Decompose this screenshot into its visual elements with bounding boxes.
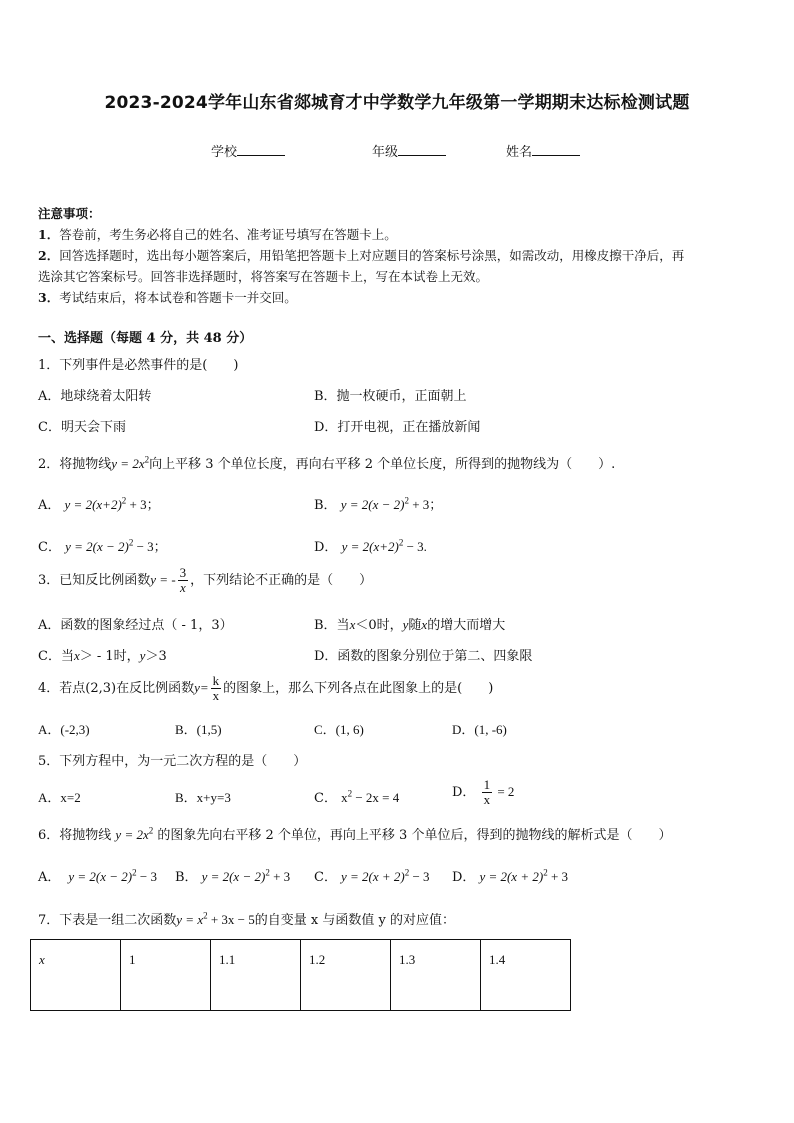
q4-numerator: k xyxy=(212,673,220,688)
q6-exponent: 2 xyxy=(148,825,154,836)
table-cell: x xyxy=(31,940,121,1011)
q6-d-label: D． xyxy=(452,870,476,885)
note-2 xyxy=(38,245,758,266)
q6-a-exp: 2 xyxy=(132,867,137,878)
q6-b-label: B． xyxy=(175,870,198,885)
q3-b-tail: 的增大而增大 xyxy=(427,618,506,633)
q7-stem xyxy=(38,909,455,928)
note-3 xyxy=(38,287,758,308)
q4-denominator: x xyxy=(212,688,220,703)
note-1-number: 1． xyxy=(38,227,60,242)
notes-block xyxy=(38,203,758,308)
q6-function: y = 2x xyxy=(115,827,149,842)
note-2-cont: 选涂其它答案标号。回答非选择题时，将答案写在答题卡上，写在本试卷上无效。 xyxy=(38,269,489,284)
q5-c-tail: − 2x = 4 xyxy=(352,790,400,805)
q3-function: y = - xyxy=(150,572,176,587)
q1-option-a: A．地球绕着太阳转 xyxy=(38,389,152,404)
q6-d-exp: 2 xyxy=(543,867,548,878)
q6-option-d xyxy=(452,866,568,885)
school-blank xyxy=(237,144,285,156)
q3-stem xyxy=(38,566,372,595)
q5-c-label: C． xyxy=(314,791,337,806)
q7-exponent: 2 xyxy=(203,910,208,921)
q2-stem-post: 向上平移 3 个单位长度，再向右平移 2 个单位长度，所得到的抛物线为（ ）. xyxy=(149,457,616,472)
q5-option-b: B．x+y=3 xyxy=(175,790,231,805)
q2-a-expr: y = 2(x+2) xyxy=(64,497,122,512)
q2-a-tail: + 3； xyxy=(126,497,160,512)
q2-exponent: 2 xyxy=(144,454,150,465)
q3-numerator: 3 xyxy=(179,565,187,580)
q6-c-exp: 2 xyxy=(404,867,410,878)
q6-b-exp: 2 xyxy=(265,867,270,878)
q6-a-expr: y = 2(x − 2) xyxy=(68,869,133,884)
name-label: 姓名 xyxy=(506,145,533,160)
q7-function: y = x xyxy=(176,912,204,927)
q6-option-a xyxy=(38,866,157,885)
table-row xyxy=(31,940,571,1011)
q7-function-tail: + 3x − 5 xyxy=(207,912,255,927)
grade-label: 年级 xyxy=(372,145,399,160)
q6-d-expr: y = 2(x + 2) xyxy=(479,869,544,884)
q6-d-tail: + 3 xyxy=(547,869,569,884)
q4-function: y= xyxy=(194,680,209,695)
name-field xyxy=(506,141,580,160)
q6-b-tail: + 3 xyxy=(269,869,291,884)
q4-option-b: B．(1,5) xyxy=(175,722,222,737)
q6-stem xyxy=(38,824,671,843)
q2-d-label: D． xyxy=(314,540,338,555)
q3-c-tail: ＞3 xyxy=(145,649,167,664)
q5-d-label: D． xyxy=(452,785,476,800)
note-1-text: 答卷前，考生务必将自己的姓名、准考证号填写在答题卡上。 xyxy=(59,227,397,242)
note-3-text: 考试结束后，将本试卷和答题卡一并交回。 xyxy=(59,290,297,305)
q3-option-b xyxy=(314,614,505,633)
q2-c-tail: − 3； xyxy=(133,539,167,554)
q3-option-c xyxy=(38,645,167,664)
q4-stem xyxy=(38,674,493,703)
notes-heading: 注意事项： xyxy=(38,206,101,221)
school-label: 学校 xyxy=(211,145,238,160)
section-heading: 一、选择题（每题 4 分，共 48 分） xyxy=(38,331,253,346)
q3-c-mid: ＞ - 1时， xyxy=(79,649,140,664)
q5-option-d xyxy=(452,778,514,807)
q2-stem xyxy=(38,453,615,472)
note-3-number: 3． xyxy=(38,290,60,305)
q1-stem: 1．下列事件是必然事件的是( ) xyxy=(38,358,239,373)
q1-option-c: C．明天会下雨 xyxy=(38,420,126,435)
q4-stem-pre: 4．若点(2,3)在反比例函数 xyxy=(38,681,195,696)
q2-c-label: C． xyxy=(38,540,61,555)
q2-a-label: A． xyxy=(38,498,61,513)
q3-denominator: x xyxy=(180,580,186,595)
q2-d-tail: − 3. xyxy=(403,539,427,554)
q2-option-a xyxy=(38,494,160,513)
q6-b-expr: y = 2(x − 2) xyxy=(201,869,266,884)
q1-option-b: B．抛一枚硬币，正面朝上 xyxy=(314,389,467,404)
q5-d-numerator: 1 xyxy=(483,777,491,792)
q6-option-b xyxy=(175,866,290,885)
q3-c-y: y xyxy=(139,648,146,663)
q2-c-expr: y = 2(x − 2) xyxy=(65,539,129,554)
table-cell: 1.2 xyxy=(301,940,391,1011)
q3-fraction xyxy=(178,566,189,595)
q3-option-d: D．函数的图象分别位于第二、四象限 xyxy=(314,649,533,664)
q3-b-with: 随 xyxy=(408,618,422,633)
q3-c-pre: C．当 xyxy=(38,649,74,664)
q3-b-x: x xyxy=(349,617,356,632)
q6-a-tail: − 3 xyxy=(136,869,157,884)
q2-d-exp: 2 xyxy=(398,537,404,548)
table-cell: 1.3 xyxy=(391,940,481,1011)
page-title: 2023-2024学年山东省郯城育才中学数学九年级第一学期期末达标检测试题 xyxy=(104,93,690,113)
q2-function: y = 2x xyxy=(111,456,145,471)
q5-d-fraction xyxy=(482,778,493,807)
q3-option-a: A．函数的图象经过点（ - 1，3） xyxy=(38,618,233,633)
q5-d-tail: = 2 xyxy=(494,784,515,799)
q2-b-exp: 2 xyxy=(404,495,409,506)
q3-b-x2: x xyxy=(421,617,428,632)
q4-option-d: D．(1, -6) xyxy=(452,722,507,737)
q2-stem-pre: 2．将抛物线 xyxy=(38,457,112,472)
q5-c-exp: 2 xyxy=(347,788,353,799)
table-cell: 1.1 xyxy=(211,940,301,1011)
note-1 xyxy=(38,224,758,245)
q7-stem-pre: 7．下表是一组二次函数 xyxy=(38,913,177,928)
q2-a-exp: 2 xyxy=(121,495,127,506)
school-field xyxy=(211,141,285,160)
q4-option-c: C．(1, 6) xyxy=(314,722,364,737)
q3-stem-pre: 3．已知反比例函数 xyxy=(38,573,151,588)
grade-blank xyxy=(398,144,446,156)
q5-option-c xyxy=(314,787,399,806)
q2-option-b xyxy=(314,494,442,513)
q2-option-c xyxy=(38,536,167,555)
name-blank xyxy=(532,144,580,156)
q3-stem-post: ，下列结论不正确的是（ ） xyxy=(190,573,373,588)
q5-d-denominator: x xyxy=(483,792,491,807)
q1-option-d: D．打开电视，正在播放新闻 xyxy=(314,420,481,435)
q3-b-y: y xyxy=(402,617,409,632)
q2-option-d xyxy=(314,536,427,555)
q6-c-tail: − 3 xyxy=(409,869,430,884)
q6-a-label: A． xyxy=(38,870,61,885)
value-table xyxy=(30,939,571,1011)
q2-d-expr: y = 2(x+2) xyxy=(341,539,399,554)
q6-c-label: C． xyxy=(314,870,337,885)
q2-c-exp: 2 xyxy=(128,537,134,548)
grade-field xyxy=(372,141,446,160)
note-2-number: 2． xyxy=(38,248,60,263)
q2-b-expr: y = 2(x − 2) xyxy=(340,497,405,512)
q3-b-mid: ＜0时， xyxy=(355,618,403,633)
q5-c-x: x xyxy=(341,790,348,805)
q2-b-tail: + 3； xyxy=(408,497,443,512)
q4-fraction xyxy=(211,674,222,703)
table-cell: 1 xyxy=(121,940,211,1011)
q3-c-x: x xyxy=(73,648,80,663)
q2-b-label: B． xyxy=(314,498,337,513)
q4-stem-post: 的图象上，那么下列各点在此图象上的是( ) xyxy=(223,681,494,696)
q6-c-expr: y = 2(x + 2) xyxy=(340,869,405,884)
q5-option-a: A．x=2 xyxy=(38,790,81,805)
q6-stem-pre: 6．将抛物线 xyxy=(38,828,112,843)
q7-stem-post: 的自变量 x 与函数值 y 的对应值： xyxy=(254,913,455,928)
q5-stem: 5．下列方程中，为一元二次方程的是（ ） xyxy=(38,754,307,769)
note-2-text-a: 回答选择题时，选出每小题答案后，用铅笔把答题卡上对应题目的答案标号涂黑，如需改动，用橡皮擦干净后，再 xyxy=(59,248,685,263)
q6-option-c xyxy=(314,866,430,885)
q4-option-a: A．(-2,3) xyxy=(38,722,90,737)
q3-b-pre: B．当 xyxy=(314,618,350,633)
table-cell: 1.4 xyxy=(481,940,571,1011)
q6-stem-post: 的图象先向右平移 2 个单位，再向上平移 3 个单位后，得到的抛物线的解析式是（ ） xyxy=(157,828,672,843)
